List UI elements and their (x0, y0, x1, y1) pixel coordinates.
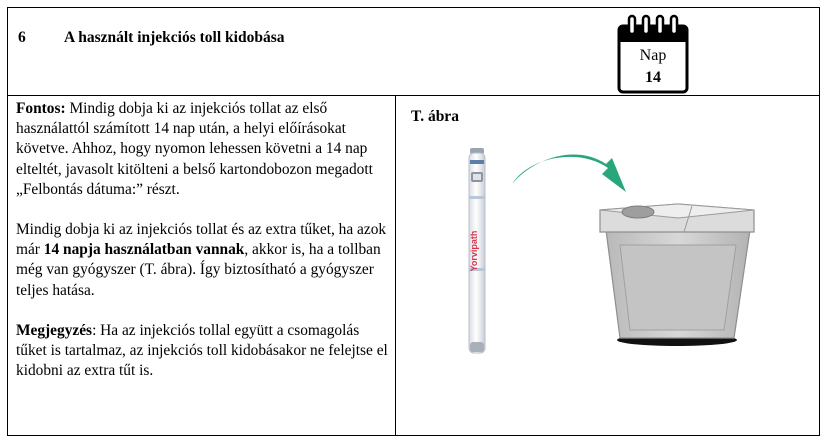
column-divider (395, 95, 396, 436)
trash-bin-image (592, 190, 762, 350)
table-border-left (7, 7, 8, 436)
table-border-top (7, 7, 820, 8)
disposal-text-before: Mindig dobja ki az injekciós tollat és az extra tűket, ha azok már (16, 221, 387, 259)
section-title: A használt injekciós toll kidobása (64, 29, 285, 46)
instructions-text (16, 99, 391, 381)
calendar-icon (617, 14, 689, 94)
table-border-right (819, 7, 820, 436)
header-divider (7, 95, 820, 96)
calendar-day-number: 14 (645, 69, 661, 86)
injection-pen-image (462, 146, 492, 358)
note-label: Megjegyzés (16, 321, 93, 339)
important-label: Fontos: (16, 100, 66, 117)
note-paragraph (16, 321, 391, 382)
disposal-bold-text: 14 napja használatban vannak (43, 241, 245, 259)
important-paragraph (16, 99, 391, 200)
pen-brand-label: Yorvipath (469, 230, 479, 272)
figure-label: T. ábra (411, 108, 459, 125)
disposal-paragraph (16, 220, 391, 301)
section-number: 6 (18, 29, 26, 46)
calendar-label: Nap (639, 47, 667, 64)
note-text: : Ha az injekciós tollal együtt a csomagolás tűket is tartalmaz, az injekciós toll kidobásakor ne felejtse el kidobni az extra tűt is. (16, 321, 388, 380)
table-border-bottom (7, 435, 820, 436)
important-text: Mindig dobja ki az injekciós tollat az első használattól számított 14 nap után, a helyi előírásokat követve. Ahhoz, hogy nyomon lehessen követni a 14 nap elteltét, javasolt kitölteni a belső kartondobozon megadott „Felbontás dátuma:” részt. (16, 100, 373, 198)
disposal-text-after: , akkor is, ha a tollban még van gyógyszer (T. ábra). Így biztosítható a gyógyszer teljes hatása. (16, 241, 381, 299)
